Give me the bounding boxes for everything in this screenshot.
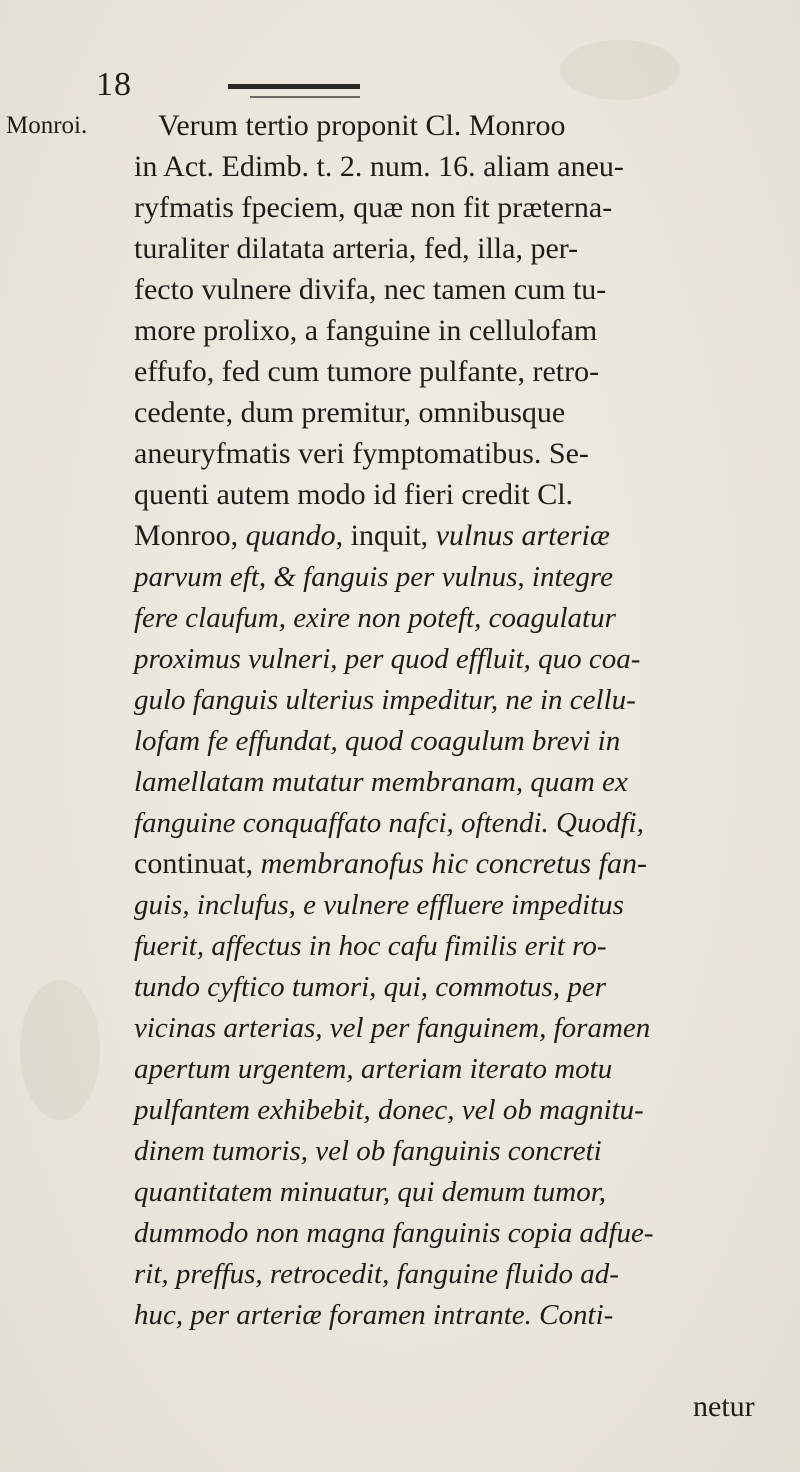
text-line-italic: tundo cyftico tumori, qui, commotus, per [134,971,607,1003]
text-line: in Act. Edimb. t. 2. num. 16. aliam aneu- [134,150,624,183]
text-span-italic: membranofus hic concretus fan- [260,847,647,880]
text-line-italic: fere claufum, exire non poteft, coagulatur [134,602,616,634]
text-line: quenti autem modo id fieri credit Cl. [134,478,574,511]
text-line: Verum tertio proponit Cl. Monroo [158,109,566,142]
text-line: cedente, dum premitur, omnibusque [134,396,566,429]
text-line: aneuryfmatis veri fymptomatibus. Se- [134,437,589,470]
text-line-italic: lamellatam mutatur membranam, quam ex [134,766,628,798]
header-rule [228,84,360,89]
text-line-italic: fuerit, affectus in hoc cafu fimilis erit ro- [134,930,607,962]
text-line-italic: rit, preffus, retrocedit, fanguine fluido ad- [134,1258,619,1290]
margin-note: Monroi. [6,112,88,139]
text-line-italic: quantitatem minuatur, qui demum tumor, [134,1176,607,1208]
text-line: fecto vulnere divifa, nec tamen cum tu- [134,273,607,306]
text-line-italic: lofam fe effundat, quod coagulum brevi in [134,725,621,757]
paper-stain [20,980,100,1120]
text-line: effufo, fed cum tumore pulfante, retro- [134,355,600,388]
header-rule-thin [250,96,360,98]
text-span-italic: vulnus arteriæ [435,519,610,552]
text-line-italic: pulfantem exhibebit, donec, vel ob magnitu- [134,1094,644,1126]
text-line-italic: apertum urgentem, arteriam iterato motu [134,1053,613,1085]
catchword: netur [693,1390,755,1423]
text-line-mixed [134,846,647,882]
text-line-italic: gulo fanguis ulterius impeditur, ne in cellu- [134,684,636,716]
text-line-italic: dummodo non magna fanguinis copia adfue- [134,1217,654,1249]
text-line-italic: huc, per arteriæ foramen intrante. Conti- [134,1299,614,1331]
text-line-mixed [134,518,610,554]
text-line: turaliter dilatata arteria, fed, illa, per- [134,232,579,265]
text-line: ryfmatis fpeciem, quæ non fit præterna- [134,191,613,224]
text-line-italic: vicinas arterias, vel per fanguinem, foramen [134,1012,651,1044]
text-line-italic: parvum eft, & fanguis per vulnus, integre [134,561,613,593]
text-span: continuat, [134,847,261,880]
text-line-italic: guis, inclufus, e vulnere effluere impeditus [134,889,624,921]
text-line-italic: proximus vulneri, per quod effluit, quo coa- [134,643,641,675]
text-line: more prolixo, a fanguine in cellulofam [134,314,598,347]
text-span: , inquit, [335,519,436,552]
text-span-italic: quando [245,519,336,552]
text-line-italic: fanguine conquaffato nafci, oftendi. Quodfi, [134,807,644,839]
page-number: 18 [96,66,132,103]
text-span: Monroo, [134,519,246,552]
paper-stain [560,40,680,100]
text-line-italic: dinem tumoris, vel ob fanguinis concreti [134,1135,602,1167]
